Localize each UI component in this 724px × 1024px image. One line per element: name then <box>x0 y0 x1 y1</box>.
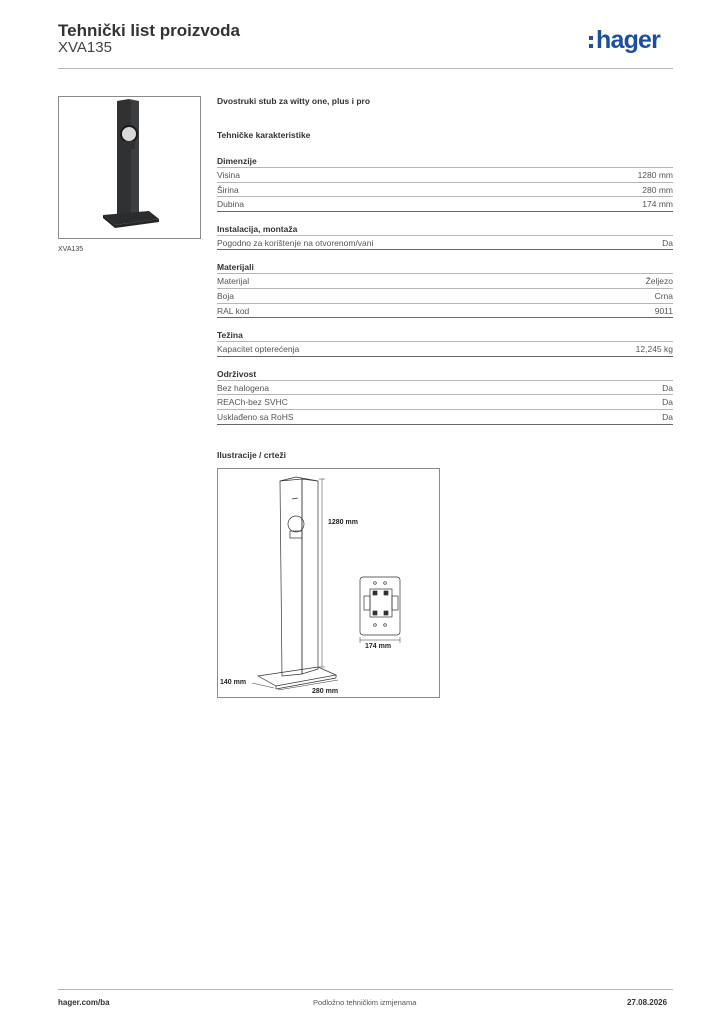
section-title: Instalacija, montaža <box>217 224 673 236</box>
spec-label: RAL kod <box>217 305 250 316</box>
spec-value: 12,245 kg <box>635 344 673 355</box>
section-title: Težina <box>217 330 673 342</box>
spec-value: 280 mm <box>642 184 673 195</box>
spec-row <box>217 304 673 319</box>
header-divider <box>58 68 673 69</box>
footer-website-link[interactable]: hager.com/ba <box>58 998 110 1007</box>
section-title: Materijali <box>217 262 673 274</box>
product-code: XVA135 <box>58 39 112 56</box>
product-name: Dvostruki stub za witty one, plus i pro <box>217 96 371 106</box>
spec-row <box>217 183 673 198</box>
dimension-label-width: 280 mm <box>312 688 339 695</box>
spec-row <box>217 395 673 410</box>
spec-row <box>217 236 673 251</box>
section-instalacija <box>217 224 673 251</box>
section-odrzivost <box>217 369 673 425</box>
illustrations-title: Ilustracije / crteži <box>217 450 286 460</box>
spec-label: REACh-bez SVHC <box>217 397 288 408</box>
spec-label: Kapacitet opterećenja <box>217 344 300 355</box>
dimension-label-depth: 174 mm <box>365 643 392 650</box>
dimension-label-base-depth: 140 mm <box>220 679 247 686</box>
product-content <box>217 96 673 425</box>
spec-label: Boja <box>217 290 235 301</box>
spec-label: Visina <box>217 170 240 180</box>
page-title: Tehnički list proizvoda <box>58 21 240 40</box>
product-image-caption: XVA135 <box>58 246 84 253</box>
spec-label: Bez halogena <box>217 382 269 393</box>
hager-logo: hager <box>589 26 660 55</box>
spec-row <box>217 289 673 304</box>
footer-notice: Podložno tehničkim izmjenama <box>313 998 417 1007</box>
spec-label: Širina <box>217 184 239 195</box>
spec-value: 174 mm <box>642 199 673 210</box>
spec-value: Željezo <box>645 276 673 287</box>
spec-row <box>217 342 673 357</box>
technical-drawing <box>217 468 440 698</box>
dimension-label-height: 1280 mm <box>328 519 358 526</box>
spec-row <box>217 197 673 212</box>
spec-label: Usklađeno sa RoHS <box>217 411 294 422</box>
spec-row <box>217 168 673 183</box>
spec-value: Crna <box>654 290 673 301</box>
section-tezina <box>217 330 673 357</box>
spec-row <box>217 381 673 396</box>
spec-value: Da <box>662 397 673 408</box>
spec-row <box>217 274 673 289</box>
product-image <box>58 96 201 239</box>
spec-row <box>217 410 673 425</box>
section-dimenzije <box>217 156 673 212</box>
section-materijali <box>217 262 673 318</box>
section-title: Dimenzije <box>217 156 673 168</box>
footer-date: 27.08.2026 <box>627 998 668 1007</box>
spec-value: 1280 mm <box>637 170 673 180</box>
spec-value: 9011 <box>654 305 673 316</box>
spec-value: Da <box>662 382 673 393</box>
spec-value: Da <box>662 237 673 248</box>
spec-label: Pogodno za korištenje na otvorenom/vani <box>217 237 374 248</box>
tech-characteristics-title: Tehničke karakteristike <box>217 130 311 140</box>
spec-label: Materijal <box>217 276 250 287</box>
spec-value: Da <box>662 411 673 422</box>
section-title: Održivost <box>217 369 673 381</box>
spec-label: Dubina <box>217 199 244 210</box>
footer-divider <box>58 989 673 990</box>
